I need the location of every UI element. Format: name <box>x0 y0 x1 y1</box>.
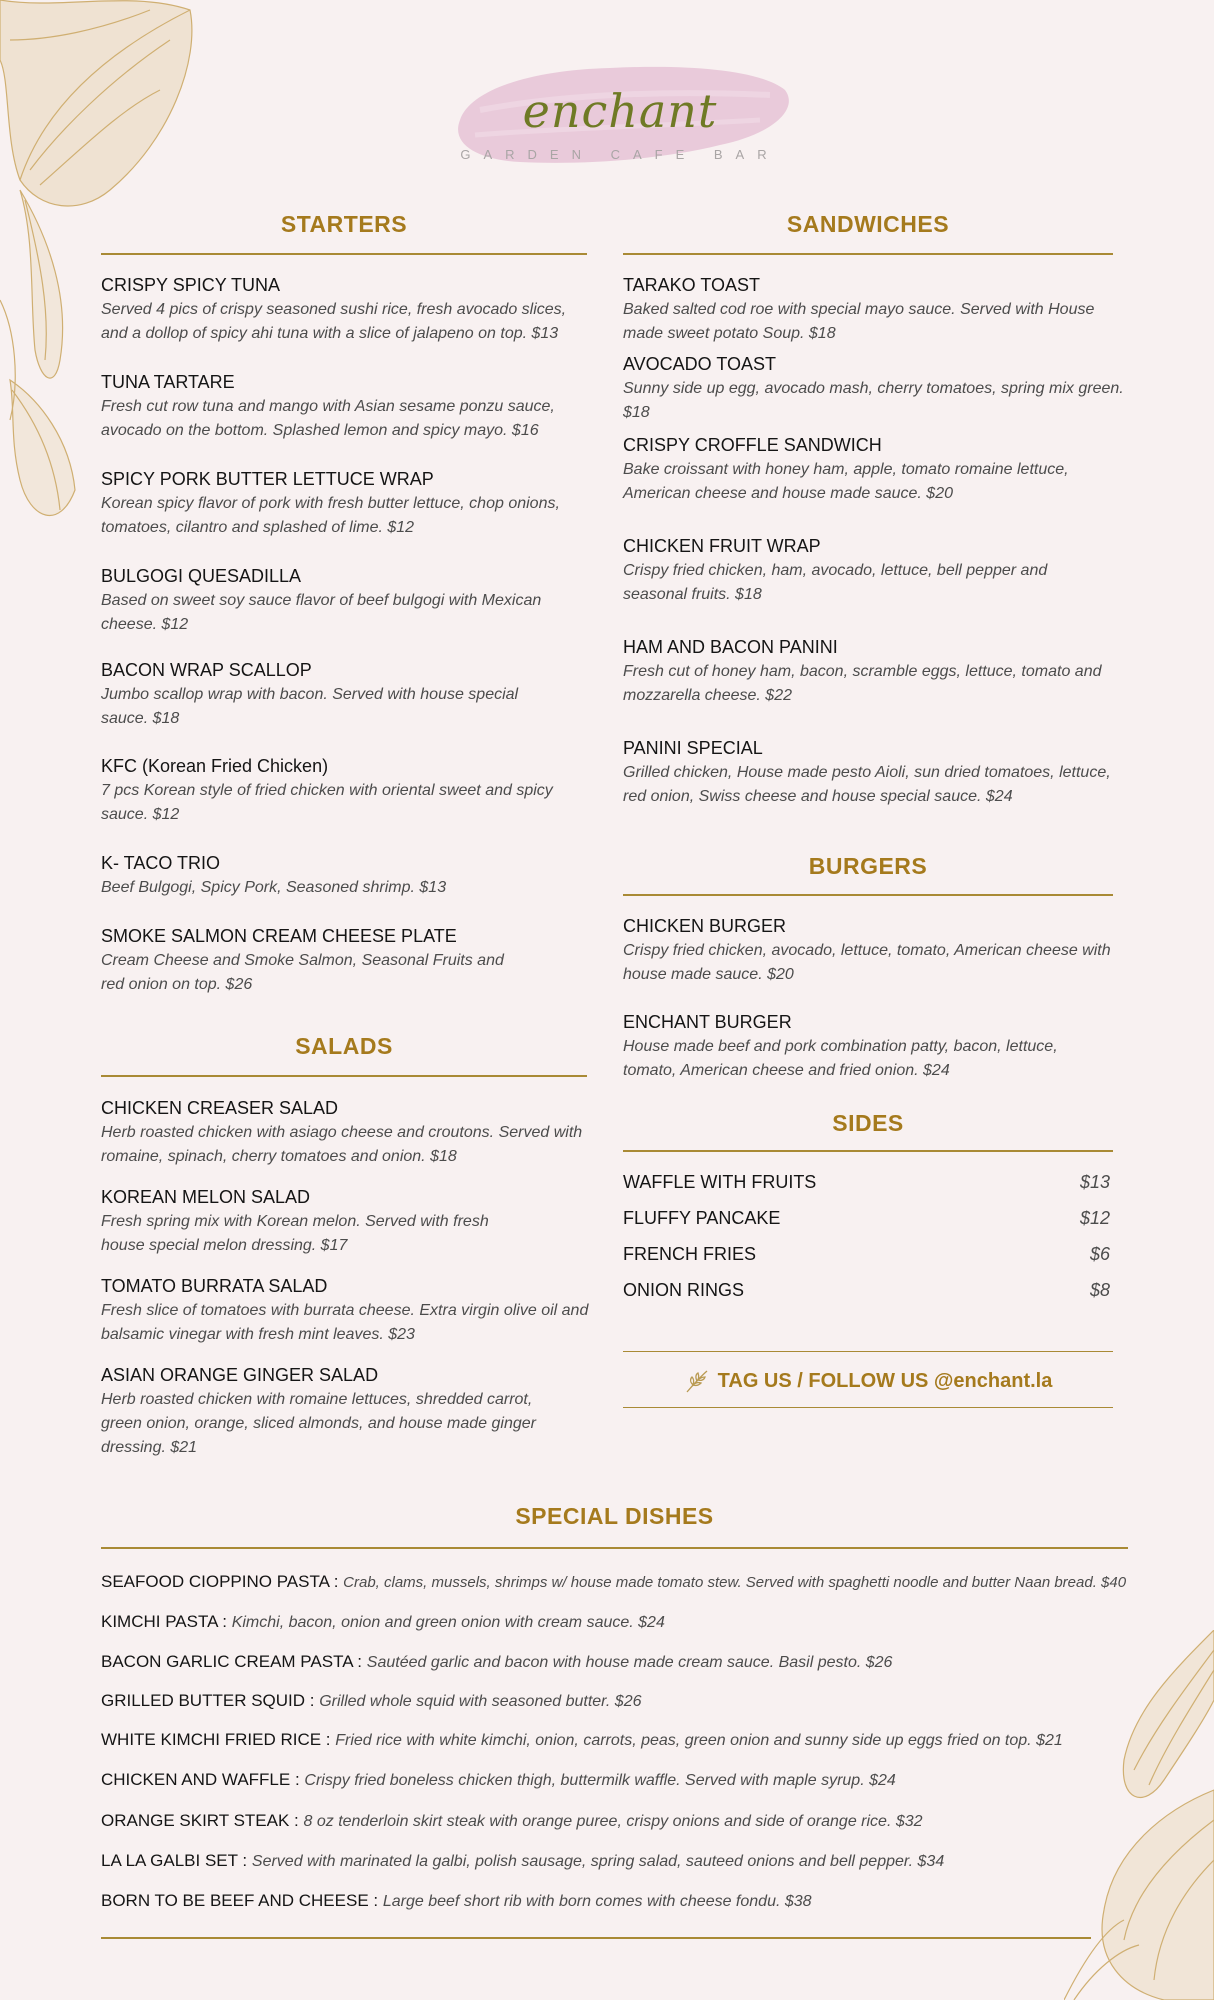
item-name: CHICKEN CREASER SALAD <box>101 1098 339 1118</box>
item-description: Fresh spring mix with Korean melon. Served with fresh house special melon dressing. $17 <box>101 1213 489 1254</box>
item-name: TOMATO BURRATA SALAD <box>101 1276 328 1296</box>
menu-item <box>101 468 591 540</box>
item-name: CHICKEN FRUIT WRAP <box>623 536 821 556</box>
side-item <box>623 1172 1110 1193</box>
item-description: House made beef and pork combination patty, bacon, lettuce, tomato, American cheese and fried onion. $24 <box>623 1038 1058 1079</box>
menu-item <box>101 371 591 443</box>
item-name: CHICKEN BURGER <box>623 916 787 936</box>
side-item <box>623 1280 1110 1301</box>
item-description: Crispy fried chicken, ham, avocado, lettuce, bell pepper and seasonal fruits. $18 <box>623 562 1048 603</box>
side-item <box>623 1208 1110 1229</box>
dish-name: BORN TO BE BEEF AND CHEESE : <box>101 1891 379 1910</box>
menu-item <box>101 852 591 900</box>
item-description: Bake croissant with honey ham, apple, tomato romaine lettuce, American cheese and house made sauce. $20 <box>623 461 1069 502</box>
burgers-heading: BURGERS <box>808 853 928 879</box>
item-description: Herb roasted chicken with romaine lettuces, shredded carrot, green onion, orange, sliced almonds, and house made ginger dressing. $21 <box>101 1391 536 1456</box>
item-name: K- TACO TRIO <box>101 853 221 873</box>
enchant-logo <box>440 50 800 175</box>
item-description: Served 4 pics of crispy seasoned sushi rice, fresh avocado slices, and a dollop of spicy ahi tuna with a slice of jalapeno on top. $13 <box>101 301 567 342</box>
item-description: Fresh cut of honey ham, bacon, scramble eggs, lettuce, tomato and mozzarella cheese. $22 <box>623 663 1102 704</box>
dish-name: KIMCHI PASTA : <box>101 1612 227 1631</box>
side-name: WAFFLE WITH FRUITS <box>623 1172 817 1192</box>
special-dish-item <box>101 1651 892 1674</box>
follow-us-text: TAG US / FOLLOW US @enchant.la <box>717 1369 1053 1392</box>
menu-item <box>101 1186 531 1258</box>
item-name: TARAKO TOAST <box>623 275 761 295</box>
sandwiches-heading: SANDWICHES <box>786 211 950 237</box>
menu-item <box>623 737 1113 809</box>
menu-item <box>101 1097 591 1169</box>
dish-description: Large beef short rib with born comes with cheese fondu. $38 <box>382 1893 812 1910</box>
item-name: ENCHANT BURGER <box>623 1012 792 1032</box>
item-name: SPICY PORK BUTTER LETTUCE WRAP <box>101 469 434 489</box>
menu-item <box>623 274 1123 346</box>
gold-floral-decoration-top-left <box>0 0 210 540</box>
item-name: KOREAN MELON SALAD <box>101 1187 311 1207</box>
menu-item <box>101 1364 571 1460</box>
follow-us-banner <box>623 1368 1113 1394</box>
menu-item <box>101 274 591 346</box>
item-name: BACON WRAP SCALLOP <box>101 660 312 680</box>
side-item <box>623 1244 1110 1265</box>
menu-item <box>101 1275 591 1347</box>
side-name: ONION RINGS <box>623 1280 745 1300</box>
logo-tagline: GARDEN CAFE BAR <box>460 147 780 162</box>
item-description: Korean spicy flavor of pork with fresh butter lettuce, chop onions, tomatoes, cilantro and splashed of lime. $12 <box>101 495 560 536</box>
sides-divider <box>623 1150 1113 1152</box>
salads-divider <box>101 1075 587 1077</box>
dish-description: Crab, clams, mussels, shrimps w/ house made tomato stew. Served with spaghetti noodle and butter Naan bread. $40 <box>343 1574 1127 1591</box>
burgers-divider <box>623 894 1113 896</box>
special-dish-item <box>101 1729 1063 1752</box>
starters-heading: STARTERS <box>280 211 408 237</box>
special-dish-item <box>101 1690 641 1713</box>
dish-description: Kimchi, bacon, onion and green onion with cream sauce. $24 <box>231 1614 665 1631</box>
item-description: Beef Bulgogi, Spicy Pork, Seasoned shrimp. $13 <box>101 879 447 896</box>
bottom-divider <box>101 1937 1091 1939</box>
dish-name: LA LA GALBI SET : <box>101 1851 248 1870</box>
item-description: Cream Cheese and Smoke Salmon, Seasonal Fruits and red onion on top. $26 <box>101 952 504 993</box>
item-name: PANINI SPECIAL <box>623 738 763 758</box>
item-description: Herb roasted chicken with asiago cheese and croutons. Served with romaine, spinach, cherry tomatoes and onion. $18 <box>101 1124 583 1165</box>
menu-item <box>623 636 1113 708</box>
dish-description: Crispy fried boneless chicken thigh, buttermilk waffle. Served with maple syrup. $24 <box>304 1772 896 1789</box>
item-name: CRISPY SPICY TUNA <box>101 275 281 295</box>
menu-item <box>623 1011 1113 1083</box>
menu-item <box>623 915 1123 987</box>
special-dish-item <box>101 1890 812 1913</box>
follow-bottom-divider <box>623 1407 1113 1408</box>
special-dishes-divider <box>101 1547 1128 1549</box>
dish-description: Served with marinated la galbi, polish sausage, spring salad, sauteed onions and bell pepper. $34 <box>251 1853 945 1870</box>
logo-wordmark: enchant <box>522 84 718 138</box>
item-name: BULGOGI QUESADILLA <box>101 566 302 586</box>
item-description: Fresh cut row tuna and mango with Asian sesame ponzu sauce, avocado on the bottom. Splashed lemon and spicy mayo. $16 <box>101 398 555 439</box>
gold-floral-decoration-bottom-right <box>1064 1630 1214 2000</box>
dish-description: Grilled whole squid with seasoned butter. $26 <box>319 1693 642 1710</box>
follow-top-divider <box>623 1351 1113 1352</box>
item-description: Crispy fried chicken, avocado, lettuce, tomato, American cheese with house made sauce. $20 <box>623 942 1111 983</box>
side-name: FLUFFY PANCAKE <box>623 1208 781 1228</box>
dish-name: GRILLED BUTTER SQUID : <box>101 1691 315 1710</box>
side-price: $12 <box>1079 1208 1110 1228</box>
item-name: AVOCADO TOAST <box>623 354 777 374</box>
side-price: $8 <box>1089 1280 1110 1300</box>
dish-name: SEAFOOD CIOPPINO PASTA : <box>101 1572 339 1591</box>
menu-item <box>101 925 531 997</box>
side-price: $13 <box>1079 1172 1110 1192</box>
dish-description: 8 oz tenderloin skirt steak with orange puree, crispy onions and side of orange rice. $32 <box>303 1813 923 1830</box>
item-description: Jumbo scallop wrap with bacon. Served with house special sauce. $18 <box>101 686 519 727</box>
item-description: Baked salted cod roe with special mayo sauce. Served with House made sweet potato Soup. $18 <box>623 301 1095 342</box>
leaf-sprig-icon <box>684 1368 710 1394</box>
item-description: Sunny side up egg, avocado mash, cherry tomatoes, spring mix green. $18 <box>623 380 1124 421</box>
menu-item <box>623 434 1113 506</box>
dish-description: Fried rice with white kimchi, onion, carrots, peas, green onion and sunny side up eggs fried on top. $21 <box>335 1732 1063 1749</box>
salads-heading: SALADS <box>295 1033 393 1059</box>
item-description: 7 pcs Korean style of fried chicken with oriental sweet and spicy sauce. $12 <box>101 782 553 823</box>
item-name: KFC (Korean Fried Chicken) <box>101 756 329 776</box>
item-description: Fresh slice of tomatoes with burrata cheese. Extra virgin olive oil and balsamic vinegar with fresh mint leaves. $23 <box>101 1302 589 1343</box>
menu-item <box>101 565 591 637</box>
dish-name: ORANGE SKIRT STEAK : <box>101 1811 299 1830</box>
item-name: HAM AND BACON PANINI <box>623 637 838 657</box>
special-dishes-heading: SPECIAL DISHES <box>515 1503 714 1529</box>
sides-heading: SIDES <box>832 1110 904 1136</box>
item-name: SMOKE SALMON CREAM CHEESE PLATE <box>101 926 457 946</box>
menu-item <box>101 755 561 827</box>
dish-name: CHICKEN AND WAFFLE : <box>101 1770 300 1789</box>
menu-item <box>623 535 1083 607</box>
special-dish-item <box>101 1611 665 1634</box>
item-name: TUNA TARTARE <box>101 372 235 392</box>
menu-item <box>623 353 1143 425</box>
item-name: ASIAN ORANGE GINGER SALAD <box>101 1365 379 1385</box>
side-price: $6 <box>1089 1244 1110 1264</box>
dish-name: WHITE KIMCHI FRIED RICE : <box>101 1730 331 1749</box>
dish-name: BACON GARLIC CREAM PASTA : <box>101 1652 363 1671</box>
special-dish-item <box>101 1850 944 1873</box>
side-name: FRENCH FRIES <box>623 1244 757 1264</box>
item-name: CRISPY CROFFLE SANDWICH <box>623 435 882 455</box>
sandwiches-divider <box>623 253 1113 255</box>
special-dish-item <box>101 1769 896 1792</box>
item-description: Grilled chicken, House made pesto Aioli, sun dried tomatoes, lettuce, red onion, Swiss cheese and house special sauce. $24 <box>623 764 1111 805</box>
dish-description: Sautéed garlic and bacon with house made cream sauce. Basil pesto. $26 <box>366 1654 893 1671</box>
special-dish-item <box>101 1810 923 1833</box>
special-dish-item <box>101 1571 1126 1594</box>
starters-divider <box>101 253 587 255</box>
menu-item <box>101 659 561 731</box>
item-description: Based on sweet soy sauce flavor of beef bulgogi with Mexican cheese. $12 <box>101 592 542 633</box>
